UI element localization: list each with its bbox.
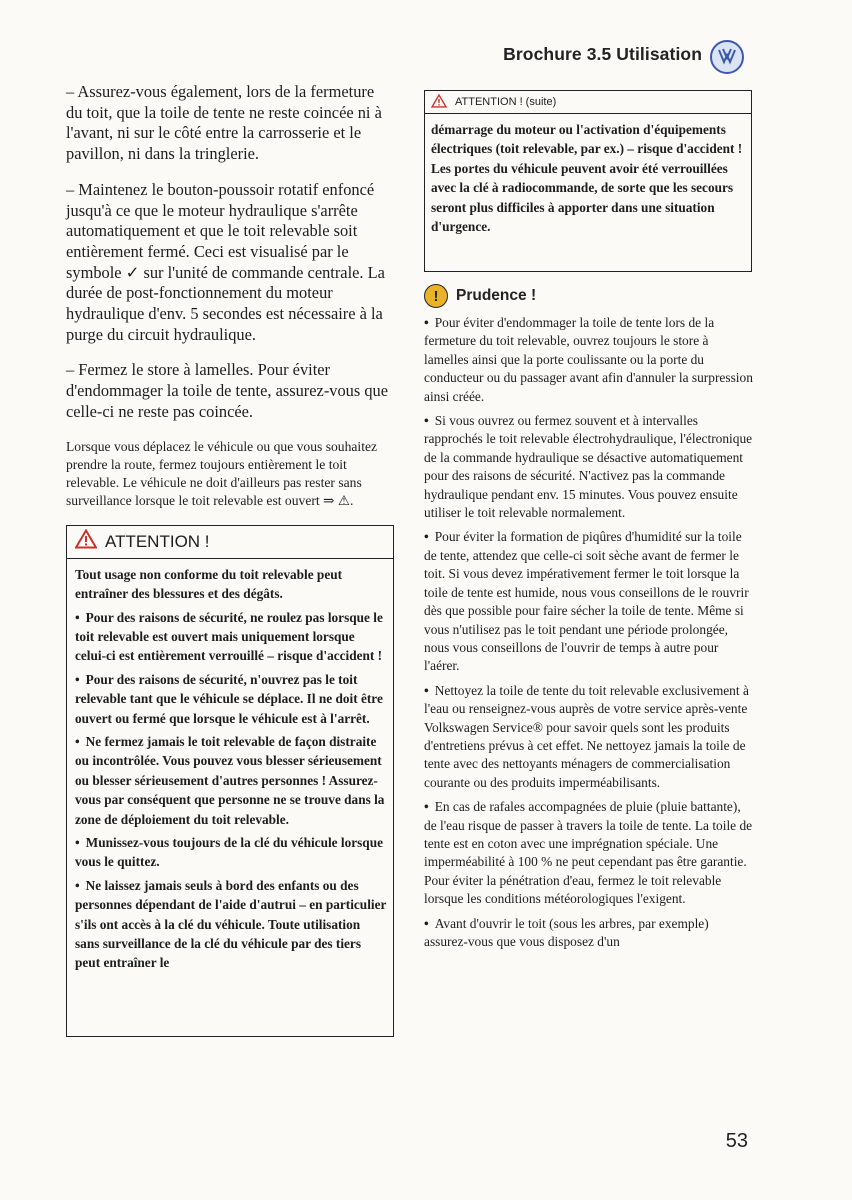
- warning-triangle-icon: [431, 94, 447, 111]
- warning-bullet: • Pour des raisons de sécurité, n'ouvrez pas le toit relevable tant que le véhicule se déplace. Il ne doit être ouvert ou fermé que lorsque le véhicule est à l'arrêt.: [75, 671, 383, 726]
- prudence-bullet: • Nettoyez la toile de tente du toit relevable exclusivement à l'eau ou renseignez-vous auprès de votre service après-vente Volkswagen Service® pour savoir quels sont les produits d'entretiens prévus à cet effet. Ne nettoyez jamais la toile de tente avec des nettoyants ménagers de commercialisation courante ou des produits imperméabilisants.: [424, 682, 749, 790]
- paragraph: – Maintenez le bouton-poussoir rotatif enfoncé jusqu'à ce que le moteur hydraulique s'arrête automatiquement et que le toit relevable soit entièrement fermé. Ceci est visualisé par le symbole ✓ sur l'unité de commande centrale. La durée de post-fonctionnement du moteur hydraulique d'env. 5 secondes est nécessaire à la purge du circuit hydraulique.: [66, 179, 385, 344]
- prudence-bullet: • Si vous ouvrez ou fermez souvent et à intervalles rapprochés le toit relevable électrohydraulique, l'électronique de la commande hydraulique se désactive automatiquement pour des raisons de sécurité. N'activez pas la commande hydraulique pendant env. 15 minutes. Vous pouvez ensuite utiliser le toit relevable normalement.: [424, 413, 753, 521]
- warning-bullet: • Ne laissez jamais seuls à bord des enfants ou des personnes dépendant de l'aide d'autrui – en particulier s'ils ont accès à la clé du véhicule. Toute utilisation sans surveillance de la clé du véhicule par des tiers peut entraîner le: [75, 877, 387, 971]
- warning-header-continued: [425, 91, 751, 114]
- warning-title: ATTENTION !: [105, 531, 210, 551]
- vw-logo-icon: [710, 40, 744, 74]
- left-column: [66, 82, 394, 1037]
- right-column: [424, 82, 754, 957]
- paragraph: – Assurez-vous également, lors de la fermeture du toit, que la toile de tente ne reste coincée ni à l'avant, ni sur le côté entre la carrosserie et le pavillon, ni dans la tringlerie.: [66, 82, 382, 164]
- warning-header: [67, 526, 393, 559]
- warning-bullet: • Munissez-vous toujours de la clé du véhicule lorsque vous le quittez.: [75, 835, 383, 870]
- page-header: [503, 44, 702, 65]
- header-title: Brochure 3.5 Utilisation: [503, 44, 702, 64]
- caution-icon: !: [424, 284, 448, 308]
- prudence-title: Prudence !: [456, 287, 537, 304]
- prudence-bullet: • Pour éviter d'endommager la toile de tente lors de la fermeture du toit relevable, ouvrez toujours le store à lamelles ainsi que la porte coulissante ou la porte du conducteur ou du passager avant afin d'annuler la surpression ainsi créée.: [424, 315, 753, 404]
- warning-box: [66, 525, 394, 1037]
- warning-intro: Tout usage non conforme du toit relevable peut entraîner des blessures et des dégâts.: [75, 566, 343, 602]
- page-number: 53: [725, 1130, 748, 1152]
- prudence-bullet: • Avant d'ouvrir le toit (sous les arbres, par exemple) assurez-vous que vous disposez d'un: [424, 915, 709, 949]
- warning-bullet: • Ne fermez jamais le toit relevable de façon distraite ou incontrôlée. Vous pouvez vous blesser sérieusement ou blesser sérieusement d'autres personnes ! Assurez-vous par conséquent que personne ne se trouve dans la zone de déploiement du toit relevable.: [75, 733, 385, 827]
- prudence-bullet: • Pour éviter la formation de piqûres d'humidité sur la toile de tente, attendez que celle-ci soit sèche avant de fermer le toit. Si vous devez impérativement fermer le toit lorsque la toile de tente est humide, nous vous conseillons de le rouvrir dès que possible pour faire sécher la toile de tente. Même si vous n'utilisez pas le toit pendant une période prolongée, nous vous conseillons de l'ouvrir de temps à autre pour l'aérer.: [424, 529, 749, 674]
- warning-triangle-icon: [75, 529, 97, 554]
- warning-body-continued: [425, 114, 751, 236]
- prudence-bullet: • En cas de rafales accompagnées de pluie (pluie battante), de l'eau risque de passer à travers la toile de tente. La toile de tente est en coton avec une imprégnation spéciale. Une imperméabilité à 100 % ne peut cependant pas être garantie. Pour éviter la pénétration d'eau, fermez le toit relevable lorsque les conditions météorologiques l'exigent.: [424, 799, 753, 907]
- warning-bullet: • Pour des raisons de sécurité, ne roulez pas lorsque le toit relevable est ouvert mais uniquement lorsque celui-ci est entièrement verrouillé – risque d'accident !: [75, 609, 383, 664]
- paragraph-note: Lorsque vous déplacez le véhicule ou que vous souhaitez prendre la route, fermez toujours entièrement le toit relevable. Le véhicule ne doit d'ailleurs pas rester sans surveillance lorsque le toit relevable est ouvert ⇒ ⚠.: [66, 438, 378, 509]
- warning-text: démarrage du moteur ou l'activation d'équipements électriques (toit relevable, par ex.) – risque d'accident ! Les portes du véhicule peuvent avoir été verrouillées avec la clé à radiocommande, de sorte que les secours seront plus difficiles à apporter dans une situation d'urgence.: [431, 122, 743, 235]
- warning-title-continued: ATTENTION ! (suite): [455, 96, 557, 108]
- prudence-header: [424, 284, 754, 308]
- paragraph: – Fermez le store à lamelles. Pour éviter d'endommager la toile de tente, assurez-vous que celle-ci ne reste pas coincée.: [66, 360, 389, 421]
- warning-box-continued: [424, 90, 752, 272]
- warning-body: [67, 559, 393, 973]
